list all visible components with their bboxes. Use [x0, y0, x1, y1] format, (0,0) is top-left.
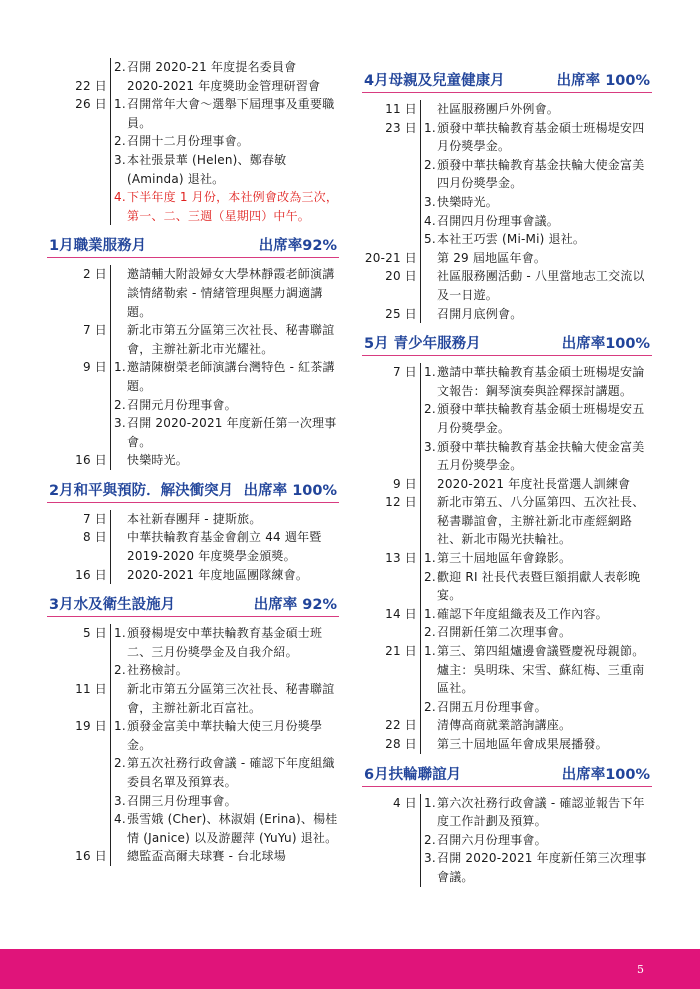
entry-content [420, 493, 652, 549]
item-text: 召開 2020-2021 年度新任第三次理事會議。 [437, 851, 647, 884]
item-number: 1. [424, 365, 436, 380]
item-text: 邀請陳樹榮老師演講台灣特色 - 紅茶講題。 [127, 360, 335, 393]
entry-content [110, 510, 339, 529]
schedule-entry [362, 249, 652, 268]
item-text: 2020-2021 年度獎助金管理研習會 [127, 78, 321, 93]
entry-item [424, 493, 652, 549]
item-text: 第 29 屆地區年會。 [437, 250, 547, 265]
item-text: 歡迎 RI 社長代表暨巨額捐獻人表彰晚宴。 [437, 569, 641, 603]
entry-item [424, 831, 652, 850]
footer-bar [0, 949, 700, 989]
entry-content [420, 100, 652, 119]
item-number: 2. [424, 569, 436, 584]
item-number [424, 475, 437, 494]
entry-item [424, 849, 652, 886]
entry-item [424, 212, 652, 231]
item-number: 3. [114, 793, 126, 808]
item-number: 3. [114, 416, 126, 431]
entry-date: 19 日 [75, 719, 107, 734]
entry-item [424, 156, 652, 193]
entry-content [110, 566, 339, 585]
item-number: 2. [424, 625, 436, 640]
item-text: 頒發中華扶輪教育基金碩士班楊堤安五月份獎學金。 [437, 402, 645, 435]
item-text: 頒發金富美中華扶輪大使三月份獎學金。 [127, 719, 323, 752]
entry-item [424, 794, 652, 831]
entry-item [114, 717, 339, 754]
item-text: 爐主：吳明珠、宋雪、蘇紅梅、三重南區社。 [437, 662, 645, 696]
entry-date: 28 日 [385, 737, 417, 751]
attendance-rate: 出席率100% [561, 336, 650, 353]
entry-item [114, 414, 339, 451]
entry-content [420, 305, 652, 324]
section-title: 1月職業服務月 [49, 238, 147, 255]
entry-date: 25 日 [385, 306, 417, 321]
schedule-entry [362, 735, 652, 754]
item-number: 2. [424, 699, 436, 714]
item-text: 新北市第五、八分區第四、五次社長、秘書聯誼會，主辦社新北市產經網路社、新北市陽光扶輪社。 [437, 495, 645, 547]
entry-date: 9 日 [392, 476, 417, 491]
entry-date: 14 日 [385, 606, 417, 621]
item-number: 1. [424, 644, 436, 659]
item-number: 4. [424, 213, 436, 228]
item-number: 5. [424, 232, 436, 247]
item-text: 快樂時光。 [437, 194, 499, 209]
item-number: 2. [424, 402, 436, 417]
schedule-entry [47, 847, 339, 866]
schedule-entry [362, 716, 652, 735]
entry-item [424, 623, 652, 642]
item-text: 召開四月份理事會議。 [437, 213, 560, 228]
item-number [114, 566, 127, 585]
entry-date: 21 日 [385, 644, 417, 659]
entry-item [114, 358, 339, 395]
item-text: 召開 2020-2021 年度新任第一次理事會。 [127, 416, 337, 449]
item-number: 2. [114, 663, 126, 678]
entry-date: 22 日 [385, 718, 417, 733]
page-number: 5 [637, 963, 644, 976]
entry-item [114, 847, 339, 866]
entry-date: 4 日 [392, 795, 417, 810]
item-number [114, 510, 127, 529]
entry-item [424, 400, 652, 437]
schedule-entry [362, 642, 652, 716]
item-text: 本社新春團拜 - 捷斯旅。 [127, 511, 262, 526]
section-heading [362, 758, 652, 787]
section-title: 2月和平與預防．解決衝突月 [49, 482, 234, 499]
item-text: 第五次社務行政會議 - 確認下年度組織委員名單及預算表。 [127, 756, 335, 789]
entry-content [420, 716, 652, 735]
entry-content [420, 735, 652, 754]
item-text: 清傳高商就業諮詢講座。 [437, 718, 572, 733]
item-number: 2. [424, 832, 436, 847]
schedule-entry [47, 528, 339, 565]
item-number [424, 305, 437, 324]
entry-content [420, 605, 652, 642]
entry-content [110, 265, 339, 321]
entry-item [114, 528, 339, 565]
item-number: 1. [424, 606, 436, 621]
right-column [362, 64, 652, 887]
item-number [424, 100, 437, 119]
item-number: 1. [114, 97, 126, 112]
item-text: 召開常年大會～選舉下屆理事及重要職員。 [127, 97, 335, 130]
item-number: 2. [114, 756, 126, 771]
schedule-entry [362, 305, 652, 324]
item-text: 2020-2021 年度地區團隊練會。 [127, 567, 309, 582]
item-text: 第三十屆地區年會錄影。 [437, 551, 572, 566]
schedule-entry [47, 265, 339, 321]
entry-item [114, 680, 339, 717]
entry-date: 11 日 [75, 682, 107, 697]
entry-date: 7 日 [82, 511, 107, 526]
item-number: 1. [114, 719, 126, 734]
entry-item [114, 810, 339, 847]
entry-item [114, 321, 339, 358]
entry-date: 2 日 [82, 267, 107, 282]
entry-item [424, 549, 652, 568]
entry-item [114, 95, 339, 132]
left-column [47, 58, 339, 866]
item-text: 召開 2020-21 年度提名委員會 [127, 60, 297, 74]
schedule-entry [47, 358, 339, 451]
item-text: 召開新任第二次理事會。 [437, 625, 572, 640]
entry-item [424, 438, 652, 475]
item-text: 總監盃高爾夫球賽 - 台北球場 [127, 849, 286, 864]
entry-item [114, 265, 339, 321]
entry-item [424, 193, 652, 212]
schedule-entry [47, 77, 339, 96]
item-number: 1. [424, 120, 436, 135]
entry-item [424, 249, 652, 268]
item-text: 中華扶輪教育基金會創立 44 週年暨 2019-2020 年度獎學金頒獎。 [127, 530, 322, 564]
entry-item [114, 132, 339, 151]
entry-item [424, 661, 652, 698]
entry-content [110, 717, 339, 847]
schedule-entry [47, 451, 339, 470]
section-title: 6月扶輪聯誼月 [364, 766, 462, 783]
item-number [114, 451, 127, 470]
item-text: 本社王巧雲 (Mi-Mi) 退社。 [437, 232, 586, 247]
entry-date: 5 日 [82, 626, 107, 641]
entry-date: 16 日 [75, 849, 107, 864]
entry-item [114, 77, 339, 96]
entry-date: 7 日 [392, 365, 417, 380]
entry-content [110, 680, 339, 717]
entry-content [110, 358, 339, 451]
item-text: 第六次社務行政會議 - 確認並報告下年度工作計劃及預算。 [437, 795, 645, 829]
entry-item [114, 792, 339, 811]
item-text: 第三十屆地區年會成果展播發。 [437, 737, 608, 751]
entry-date: 22 日 [75, 78, 107, 93]
entry-item [424, 305, 652, 324]
entry-date: 7 日 [82, 323, 107, 338]
entry-item [424, 363, 652, 400]
entry-item [424, 735, 652, 754]
item-number: 1. [424, 795, 436, 810]
section-title: 4月母親及兒童健康月 [364, 73, 505, 89]
entry-item [114, 754, 339, 791]
item-text: 新北市第五分區第三次社長、秘書聯誼會，主辦社新北百富社。 [127, 682, 335, 715]
section-heading [47, 229, 339, 258]
entry-content [420, 363, 652, 475]
entry-item [424, 605, 652, 624]
schedule-entry [362, 794, 652, 887]
item-text: 頒發中華扶輪教育基金碩士班楊堤安四月份獎學金。 [437, 120, 645, 154]
entry-item [424, 568, 652, 605]
schedule-entry [47, 510, 339, 529]
entry-item [424, 716, 652, 735]
attendance-rate: 出席率92% [258, 238, 337, 255]
item-number [424, 716, 437, 735]
entry-item [424, 698, 652, 717]
item-text: 召開六月份理事會。 [437, 832, 547, 847]
item-text: 召開五月份理事會。 [437, 699, 547, 714]
entry-item [114, 58, 339, 77]
schedule-entry [47, 680, 339, 717]
schedule-entry [362, 493, 652, 549]
item-number [424, 735, 437, 754]
schedule-entry [47, 566, 339, 585]
item-text: 下半年度 1 月份，本社例會改為三次，第一、二、三週（星期四）中午。 [127, 190, 339, 223]
item-number: 3. [114, 152, 126, 167]
entry-content [110, 58, 339, 77]
item-number: 4. [114, 812, 126, 827]
schedule-entry [47, 95, 339, 225]
entry-date: 16 日 [75, 453, 107, 468]
schedule-entry [362, 100, 652, 119]
entry-date: 9 日 [82, 360, 107, 375]
entry-content [420, 642, 652, 716]
entry-content [420, 794, 652, 887]
item-text: 頒發楊堤安中華扶輪教育基金碩士班二、三月份獎學金及自我介紹。 [127, 626, 323, 659]
item-number [114, 847, 127, 866]
entry-date [47, 58, 110, 77]
entry-item [114, 396, 339, 415]
item-number [114, 680, 127, 717]
item-number: 2. [114, 397, 126, 412]
item-number: 3. [424, 851, 436, 866]
entry-date: 26 日 [75, 97, 107, 112]
entry-content [110, 77, 339, 96]
attendance-rate: 出席率 92% [253, 597, 337, 614]
entry-item [114, 151, 339, 188]
entry-date: 11 日 [385, 102, 417, 116]
section-heading [47, 474, 339, 503]
schedule-entry [362, 549, 652, 605]
entry-date: 16 日 [75, 567, 107, 582]
entry-item [114, 566, 339, 585]
entry-item [424, 100, 652, 119]
item-number [424, 249, 437, 268]
entry-date: 8 日 [82, 530, 107, 545]
item-number [424, 267, 437, 304]
entry-item [114, 451, 339, 470]
item-number [114, 265, 127, 321]
attendance-rate: 出席率 100% [243, 482, 337, 499]
entry-content [110, 847, 339, 866]
item-number: 3. [424, 439, 436, 454]
entry-item [114, 661, 339, 680]
item-text: 確認下年度組織表及工作內容。 [437, 606, 608, 621]
item-number [114, 77, 127, 96]
entry-item [114, 624, 339, 661]
entry-item [424, 475, 652, 494]
item-number [424, 493, 437, 549]
item-text: 第三、第四組爐邊會議暨慶祝母親節。 [437, 644, 645, 659]
item-number: 1. [424, 551, 436, 566]
entry-item [114, 188, 339, 225]
entry-content [110, 451, 339, 470]
item-text: 頒發中華扶輪教育基金扶輪大使金富美四月份獎學金。 [437, 157, 645, 191]
item-number [114, 528, 127, 565]
item-number: 2. [424, 157, 436, 172]
schedule-entry [362, 363, 652, 475]
entry-date: 12 日 [385, 495, 417, 510]
item-text: 邀請中華扶輪教育基金碩士班楊堤安論文報告：鋼琴演奏與詮釋探討講題。 [437, 365, 645, 398]
entry-content [110, 321, 339, 358]
item-number: 1. [114, 626, 126, 641]
item-number: 1. [114, 360, 126, 375]
entry-content [420, 119, 652, 249]
item-text: 召開月底例會。 [437, 306, 523, 321]
item-text: 本社張景華 (Helen)、鄭春敏 (Aminda) 退社。 [127, 152, 287, 186]
item-text: 社區服務團戶外例會。 [437, 102, 560, 116]
item-text: 頒發中華扶輪教育基金扶輪大使金富美五月份獎學金。 [437, 439, 645, 473]
entry-content [110, 528, 339, 565]
item-number [424, 661, 437, 698]
item-number [114, 321, 127, 358]
section-heading [47, 588, 339, 617]
item-text: 社區服務團活動 - 八里當地志工交流以及一日遊。 [437, 269, 645, 302]
entry-item [424, 267, 652, 304]
item-text: 2020-2021 年度社長當選人訓練會 [437, 476, 631, 491]
item-number: 2. [114, 134, 126, 149]
item-number: 3. [424, 194, 436, 209]
schedule-entry [47, 624, 339, 680]
entry-item [424, 119, 652, 156]
section-title: 3月水及衛生設施月 [49, 597, 176, 614]
entry-date: 23 日 [385, 120, 417, 135]
schedule-entry [47, 717, 339, 847]
entry-content [420, 549, 652, 605]
section-heading [362, 64, 652, 93]
entry-item [424, 230, 652, 249]
section-title: 5月 青少年服務月 [364, 336, 481, 353]
item-number: 4. [114, 190, 126, 205]
entry-content [420, 249, 652, 268]
item-text: 邀請輔大附設婦女大學林靜霞老師演講談情緒勒索 - 情緒管理與壓力調適講題。 [127, 267, 335, 319]
entry-content [420, 475, 652, 494]
item-text: 新北市第五分區第三次社長、秘書聯誼會，主辦社新北市光耀社。 [127, 323, 335, 356]
entry-item [424, 642, 652, 661]
entry-content [110, 624, 339, 680]
schedule-entry [362, 119, 652, 249]
entry-date: 20 日 [385, 269, 417, 284]
item-text: 召開三月份理事會。 [127, 793, 237, 808]
attendance-rate: 出席率 100% [556, 73, 650, 89]
entry-content [110, 95, 339, 225]
item-number: 2. [114, 60, 126, 74]
entry-date: 20-21 日 [364, 250, 417, 265]
item-text: 快樂時光。 [127, 453, 189, 468]
item-text: 召開十二月份理事會。 [127, 134, 250, 149]
entry-item [114, 510, 339, 529]
attendance-rate: 出席率100% [561, 766, 650, 783]
item-text: 召開元月份理事會。 [127, 397, 237, 412]
entry-content [420, 267, 652, 304]
item-text: 張雪娥 (Cher)、林淑娟 (Erina)、楊桂情 (Janice) 以及游麗萍 (YuYu) 退社。 [127, 812, 338, 845]
schedule-entry [362, 267, 652, 304]
section-heading [362, 327, 652, 356]
entry-date: 13 日 [385, 551, 417, 566]
schedule-entry [47, 321, 339, 358]
item-text: 社務檢討。 [127, 663, 189, 678]
schedule-entry [47, 58, 339, 77]
schedule-entry [362, 475, 652, 494]
schedule-entry [362, 605, 652, 642]
